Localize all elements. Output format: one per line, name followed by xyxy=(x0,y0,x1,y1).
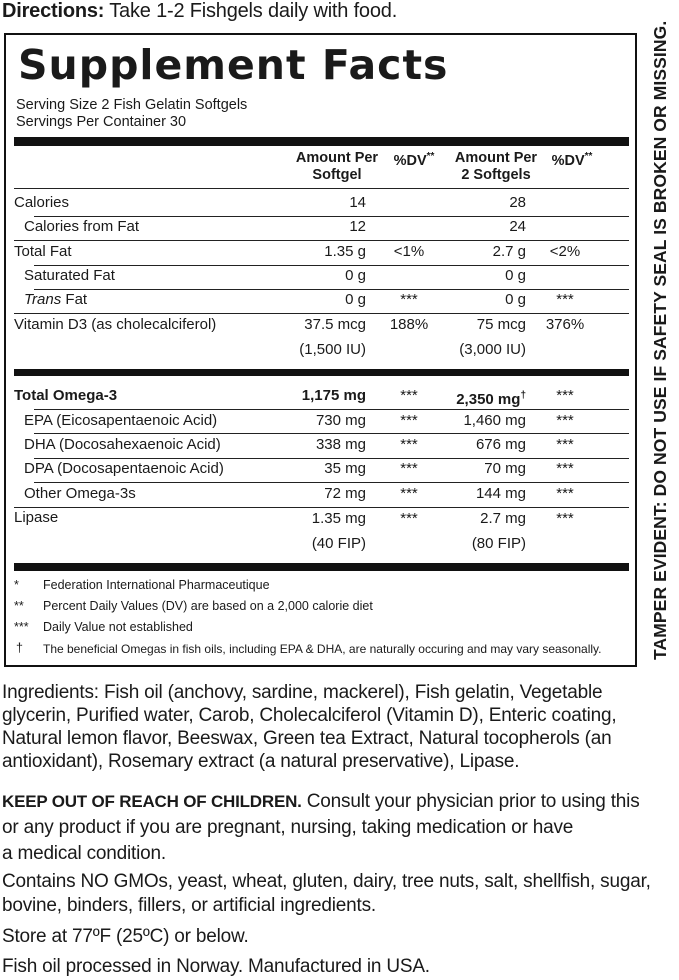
dagger-mark: † xyxy=(520,390,526,401)
amount-per-2-softgels: 0 g xyxy=(505,267,526,284)
rule xyxy=(14,313,629,314)
row-label: Total Fat xyxy=(14,243,72,260)
dv-per-softgel: *** xyxy=(400,387,418,404)
ingredients-line: antioxidant), Rosemary extract (a natural preservative), Lipase. xyxy=(2,751,520,772)
section-rule xyxy=(14,369,629,376)
col-header-amount-2softgels xyxy=(446,150,546,184)
warning-text xyxy=(2,790,640,865)
amount-per-softgel: 1.35 mg xyxy=(311,510,366,527)
footer-rule xyxy=(14,563,629,571)
amount-per-2-softgels: 75 mcg xyxy=(476,316,526,333)
amount-per-2-softgels: 2.7 mg xyxy=(480,510,526,527)
row-label: DHA (Docosahexaenoic Acid) xyxy=(24,436,221,453)
amount-per-softgel: 730 mg xyxy=(315,412,366,429)
row-label: DPA (Docosapentaenoic Acid) xyxy=(24,460,224,477)
dv-per-2-softgels: *** xyxy=(556,387,574,404)
dv-per-2-softgels: *** xyxy=(556,291,574,308)
amount-per-softgel: 72 mg xyxy=(324,485,366,502)
rule xyxy=(34,433,629,434)
amount-per-softgel: 0 g xyxy=(345,267,366,284)
amount-per-2-softgels: 24 xyxy=(509,218,526,235)
row-label-italic: Trans xyxy=(24,291,62,308)
rule xyxy=(34,409,629,410)
footnote-text: Percent Daily Values (DV) are based on a 2,000 calorie diet xyxy=(43,599,373,613)
ingredients-line: glycerin, Purified water, Carob, Cholecalciferol (Vitamin D), Enteric coating, xyxy=(2,705,617,726)
col-header-dv1 xyxy=(384,148,444,170)
contains-line: Contains NO GMOs, yeast, wheat, gluten, dairy, tree nuts, salt, shellfish, sugar, xyxy=(2,871,651,892)
col-header-dv2-text: %DV xyxy=(551,152,585,169)
row-label: Other Omega-3s xyxy=(24,485,136,502)
origin-text: Fish oil processed in Norway. Manufactured in USA. xyxy=(2,956,430,977)
amount-per-softgel-secondary: (40 FIP) xyxy=(311,535,366,552)
rule xyxy=(34,216,629,217)
footnote-text: Federation International Pharmaceutique xyxy=(43,578,270,592)
dv-per-softgel: <1% xyxy=(393,243,425,260)
tamper-warning-vertical: TAMPER EVIDENT: DO NOT USE IF SAFETY SEAL IS BROKEN OR MISSING. xyxy=(650,20,670,660)
warning-line: or any product if you are pregnant, nursing, taking medication or have xyxy=(2,817,574,838)
dv-per-2-softgels: *** xyxy=(556,436,574,453)
rule xyxy=(14,240,629,241)
amount-per-softgel: 1,175 mg xyxy=(301,387,366,404)
rule xyxy=(34,458,629,459)
dv-per-softgel: *** xyxy=(400,460,418,477)
footnote-mark: † xyxy=(16,641,23,655)
amount-per-softgel: 0 g xyxy=(345,291,366,308)
amount-per-2-softgels: 0 g xyxy=(505,291,526,308)
header-rule xyxy=(14,137,629,146)
rule xyxy=(34,289,629,290)
col-header-amount-softgel-line1: Amount Per xyxy=(295,150,379,166)
dv-per-softgel: *** xyxy=(400,510,418,527)
rule xyxy=(14,188,629,189)
ingredients-text xyxy=(2,681,616,773)
amount-per-2-softgels: 676 mg xyxy=(475,436,526,453)
rule xyxy=(34,265,629,266)
col-header-amount-softgel-line2: Softgel xyxy=(312,167,362,183)
amount-per-2-softgels: 1,460 mg xyxy=(463,412,526,429)
warning-rest: Consult your physician prior to using this xyxy=(301,791,640,812)
col-header-amount-2softgels-line2: 2 Softgels xyxy=(461,167,531,183)
row-label: Calories xyxy=(14,194,70,211)
amount-per-softgel: 35 mg xyxy=(324,460,366,477)
amount-per-softgel-secondary: (1,500 IU) xyxy=(299,341,366,358)
amount-value: 2,350 mg xyxy=(456,391,521,408)
amount-per-2-softgels: 28 xyxy=(509,194,526,211)
contains-line: bovine, binders, fillers, or artificial ingredients. xyxy=(2,895,376,916)
dv-per-softgel: 188% xyxy=(389,316,429,333)
amount-per-2-softgels-secondary: (3,000 IU) xyxy=(459,341,526,358)
amount-per-2-softgels-secondary: (80 FIP) xyxy=(471,535,526,552)
servings-per-container: Servings Per Container 30 xyxy=(16,114,187,130)
row-label: EPA (Eicosapentaenoic Acid) xyxy=(24,412,218,429)
amount-per-softgel: 14 xyxy=(349,194,366,211)
directions-label: Directions: xyxy=(2,0,105,22)
row-label: Vitamin D3 (as cholecalciferol) xyxy=(14,316,217,333)
col-header-dv2-sup: ** xyxy=(584,151,593,162)
amount-per-2-softgels: 2.7 g xyxy=(492,243,526,260)
dv-per-softgel: *** xyxy=(400,291,418,308)
col-header-amount-2softgels-line1: Amount Per xyxy=(454,150,538,166)
row-label: Saturated Fat xyxy=(24,267,115,284)
dv-per-2-softgels: *** xyxy=(556,412,574,429)
warning-bold: KEEP OUT OF REACH OF CHILDREN. xyxy=(2,792,302,811)
amount-per-softgel: 12 xyxy=(349,218,366,235)
supplement-facts-panel xyxy=(4,33,637,667)
storage-text: Store at 77ºF (25ºC) or below. xyxy=(2,926,249,947)
amount-per-2-softgels: 70 mg xyxy=(484,460,526,477)
contains-text xyxy=(2,870,651,917)
amount-per-softgel: 37.5 mcg xyxy=(304,316,366,333)
footnote-text: Daily Value not established xyxy=(43,620,193,634)
dv-per-2-softgels: <2% xyxy=(549,243,581,260)
col-header-dv2 xyxy=(542,148,602,170)
footnote-mark: ** xyxy=(14,599,24,613)
row-label xyxy=(24,291,87,309)
dv-per-softgel: *** xyxy=(400,485,418,502)
amount-per-2-softgels: 144 mg xyxy=(475,485,526,502)
amount-per-2-softgels xyxy=(426,387,526,409)
row-label: Calories from Fat xyxy=(24,218,140,235)
panel-title: Supplement Facts xyxy=(18,41,449,89)
footnote-mark: * xyxy=(14,578,19,592)
ingredients-line: Natural lemon flavor, Beeswax, Green tea Extract, Natural tocopherols (an xyxy=(2,728,612,749)
dv-per-softgel: *** xyxy=(400,436,418,453)
serving-info xyxy=(16,97,247,131)
col-header-dv1-sup: ** xyxy=(426,151,435,162)
dv-per-2-softgels: *** xyxy=(556,460,574,477)
row-label-rest: Fat xyxy=(61,291,88,308)
footnote-mark: *** xyxy=(14,620,29,634)
col-header-amount-softgel xyxy=(289,150,385,184)
dv-per-softgel: *** xyxy=(400,412,418,429)
ingredients-line: Ingredients: Fish oil (anchovy, sardine, mackerel), Fish gelatin, Vegetable xyxy=(2,682,603,703)
rule xyxy=(34,482,629,483)
row-label: Lipase xyxy=(14,509,59,526)
footnote-text: The beneficial Omegas in fish oils, including EPA & DHA, are naturally occuring and may vary seasonally. xyxy=(43,642,602,656)
warning-line: a medical condition. xyxy=(2,843,166,864)
warning-line xyxy=(2,790,640,813)
directions-text xyxy=(2,0,397,23)
dv-per-2-softgels: *** xyxy=(556,485,574,502)
col-header-dv1-text: %DV xyxy=(393,152,427,169)
dv-per-2-softgels: 376% xyxy=(545,316,585,333)
amount-per-softgel: 338 mg xyxy=(315,436,366,453)
dv-per-2-softgels: *** xyxy=(556,510,574,527)
serving-size: Serving Size 2 Fish Gelatin Softgels xyxy=(16,97,248,113)
row-label: Total Omega-3 xyxy=(14,387,118,404)
directions-body: Take 1-2 Fishgels daily with food. xyxy=(104,0,398,22)
amount-per-softgel: 1.35 g xyxy=(324,243,366,260)
rule xyxy=(14,507,629,508)
